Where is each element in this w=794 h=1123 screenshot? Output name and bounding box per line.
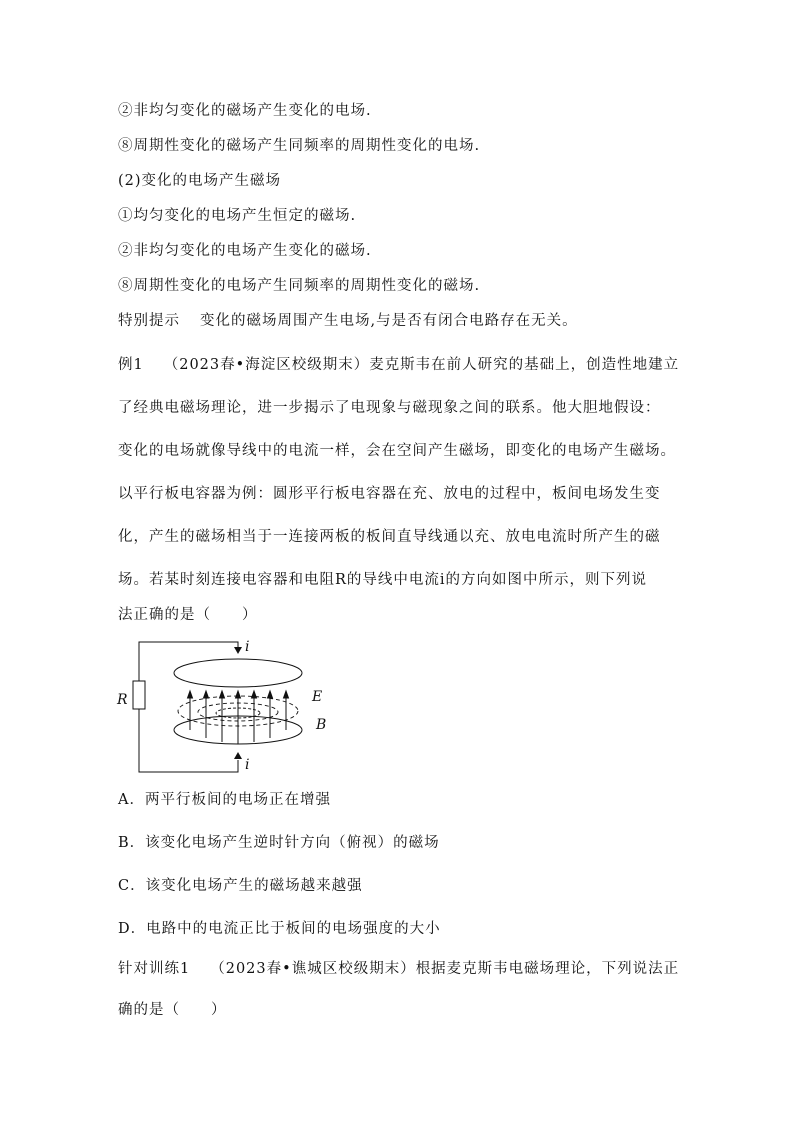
resistor-icon (133, 681, 145, 709)
training-line: 确的是（ ） (118, 1002, 227, 1018)
section-heading: (2)变化的电场产生磁场 (118, 173, 282, 189)
training-label: 针对训练1 (118, 961, 191, 977)
label-i-bottom: i (245, 757, 250, 773)
text-line: ⑧周期性变化的电场产生同频率的周期性变化的磁场. (118, 278, 481, 294)
training-line (118, 959, 679, 979)
capacitor-figure (112, 638, 342, 778)
label-resistor: R (117, 692, 128, 708)
tip-line (118, 311, 578, 331)
example-label: 例1 (118, 357, 144, 373)
label-electric-field: E (312, 689, 323, 705)
option-b: B．该变化电场产生逆时针方向（俯视）的磁场 (118, 835, 440, 851)
capacitor-diagram (112, 638, 342, 778)
text-line: ⑧周期性变化的磁场产生同频率的周期性变化的电场. (118, 138, 481, 154)
tip-label: 特别提示 (118, 313, 180, 329)
text-line: ①均匀变化的电场产生恒定的磁场. (118, 208, 357, 224)
text-line: ②非均匀变化的磁场产生变化的电场. (118, 103, 372, 119)
current-arrow-bottom-icon (234, 752, 242, 759)
top-plate (174, 659, 302, 687)
option-a: A．两平行板间的电场正在增强 (118, 792, 331, 808)
label-magnetic-field: B (316, 717, 327, 733)
tip-text: 变化的磁场周围产生电场,与是否有闭合电路存在无关。 (200, 313, 578, 329)
example-line: 以平行板电容器为例：圆形平行板电容器在充、放电的过程中，板间电场发生变 (118, 486, 661, 502)
example-line: 场。若某时刻连接电容器和电阻R的导线中电流i的方向如图中所示，则下列说 (118, 572, 648, 588)
example-line (118, 355, 679, 375)
text-line: ②非均匀变化的电场产生变化的磁场. (118, 243, 372, 259)
example-text: （2023春•海淀区校级期末）麦克斯韦在前人研究的基础上，创造性地建立 (163, 357, 680, 373)
example-line: 法正确的是（ ） (118, 607, 258, 623)
option-c: C．该变化电场产生的磁场越来越强 (118, 878, 363, 894)
example-line: 了经典电磁场理论，进一步揭示了电现象与磁现象之间的联系。他大胆地假设： (118, 400, 661, 416)
label-i-top: i (245, 639, 250, 655)
current-arrow-top-icon (234, 647, 242, 654)
option-d: D．电路中的电流正比于板间的电场强度的大小 (118, 921, 441, 937)
training-text: （2023春•谯城区校级期末）根据麦克斯韦电磁场理论，下列说法正 (210, 961, 680, 977)
example-line: 化，产生的磁场相当于一连接两板的板间直导线通以充、放电电流时所产生的磁 (118, 529, 661, 545)
example-line: 变化的电场就像导线中的电流一样，会在空间产生磁场，即变化的电场产生磁场。 (118, 443, 676, 459)
